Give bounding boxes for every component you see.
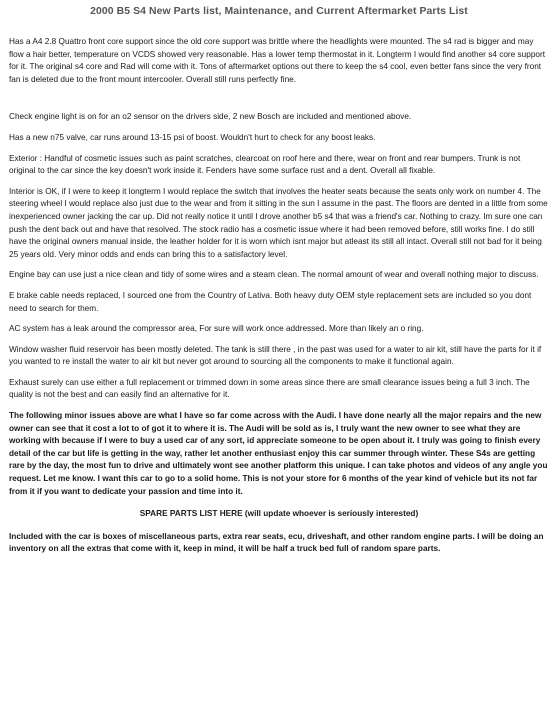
paragraph-n75-valve: Has a new n75 valve, car runs around 13-15 psi of boost. Wouldn't hurt to check for any boost leaks. xyxy=(9,132,376,142)
closing-statement: The following minor issues above are what I have so far come across with the Audi. I have done nearly all the major repairs and the new owner can see that it cost a lot to of got it to where it is. The Audi will be sold as is, I truly want the new owner to see what they are working with because if I were to buy a used car of any sort, id appreciate someone to be open about it. I truly was going to finish every detail of the car but life is getting in the way, rather let another enthusiast enjoy this car summer through winter. These S4s are getting rare by the day, the most fun to drive and ultimately wont see another platform this unique. I can take photos and videos of any angle you request. Let me know. I want this car to go to a solid home. This is not your store for 6 months of the year kind of vehicle but its not far from it if you want to dedicate your passion and time into it. xyxy=(9,411,548,496)
paragraph-core-support: Has a A4 2.8 Quattro front core support since the old core support was brittle where the headlights were mounted. The s4 rad is bigger and may flow a hair better, temperature on VCDS showed very reasonable. Has a lower temp thermostat in it. Longterm I would find another s4 core support for it. The original s4 core and Rad will come with it. Tons of aftermarket options out there to keep the s4 cool, even better fans since the very front fan is deleted due to the front mount intercooler. Overall still runs perfectly fine. xyxy=(9,37,546,84)
paragraph-ac-system: AC system has a leak around the compressor area, For sure will work once addressed. More than likely an o ring. xyxy=(9,324,424,334)
spare-parts-heading: SPARE PARTS LIST HERE (will update whoever is seriously interested) xyxy=(139,509,419,519)
paragraph-exterior: Exterior : Handful of cosmetic issues such as paint scratches, clearcoat on roof here and there, wear on front and rear bumpers. Trunk is not original to the car since the key doesn't work inside it. Fenders have some surface rust and a dent. Overall all fixable. xyxy=(9,153,521,176)
paragraph-e-brake: E brake cable needs replaced, I sourced one from the Country of Lativa. Both heavy duty OEM style replacement sets are included so you dont need to search for them. xyxy=(9,290,532,313)
paragraph-engine-bay: Engine bay can use just a nice clean and tidy of some wires and a steam clean. The normal amount of wear and overall nothing major to discuss. xyxy=(9,270,539,280)
paragraph-exhaust: Exhaust surely can use either a full replacement or trimmed down in some areas since there are small clearance issues being a full 3 inch. The quality is not the best and can easily find an alternative for it. xyxy=(9,377,530,400)
paragraph-check-engine: Check engine light is on for an o2 sensor on the drivers side, 2 new Bosch are included and mentioned above. xyxy=(9,112,412,122)
document-title: 2000 B5 S4 New Parts list, Maintenance, and Current Aftermarket Parts List xyxy=(90,6,468,17)
paragraph-interior: Interior is OK, if I were to keep it longterm I would replace the switch that involves the heater seats because the seats only work on number 4. The steering wheel I would replace also just due to the wear and from it sitting in the sun I assume in the past. The floors are dented in a little from some inexperienced owner jacking the car up. Did not really notice it until I drove another b5 s4 that was a friend's car. Nothing to crazy. Im sure one can push the dent back out and have that resolved. The stock radio has a cosmetic issue where it had been removed before, still works fine. I do still have the original owners manual inside, the leather holder for it is worn which isnt major but atleast its still all intact. Overall still not bad for it being 25 years old. Very minor odds and ends can bring this to a satisfactory level. xyxy=(9,186,548,259)
paragraph-washer-reservoir: Window washer fluid reservoir has been mostly deleted. The tank is still there , in the past was used for a water to air kit, still have the parts for it if you wanted to re install the water to air kit but never got around to sourcing all the components to make it functional again. xyxy=(9,344,542,367)
spare-parts-text: Included with the car is boxes of miscellaneous parts, extra rear seats, ecu, driveshaft, and other random engine parts. I will be doing an inventory on all the extras that come with it, keep in mind, it will be half a truck bed full of random spare parts. xyxy=(9,531,544,554)
